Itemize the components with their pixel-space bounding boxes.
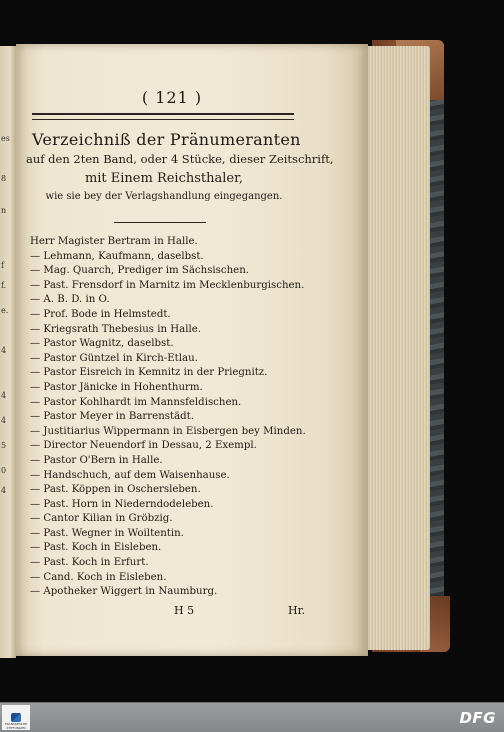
left-page-fragment: e.	[1, 306, 9, 315]
page-number: ( 121 )	[141, 88, 203, 107]
left-page-fragment: f.	[1, 281, 7, 290]
list-item: — Director Neuendorf in Dessau, 2 Exempl.	[30, 440, 257, 452]
list-item: — Pastor Jänicke in Hohenthurm.	[30, 381, 203, 393]
left-page-fragment: 5	[1, 441, 7, 450]
institution-logo[interactable]	[2, 705, 30, 730]
list-item: — Prof. Bode in Helmstedt.	[30, 308, 171, 320]
list-item: — Cantor Kilian in Gröbzig.	[30, 513, 173, 525]
signature-mark: H 5	[174, 604, 195, 617]
list-item: — Past. Frensdorf in Marnitz im Mecklenburgischen.	[30, 279, 305, 291]
viewer-toolbar	[0, 702, 504, 732]
left-page-fragment: f	[1, 261, 4, 270]
catchword: Hr.	[288, 604, 306, 617]
list-item: — Kriegsrath Thebesius in Halle.	[30, 323, 202, 335]
list-item: — Past. Koch in Eisleben.	[30, 542, 162, 554]
list-item: — Apotheker Wiggert in Naumburg.	[30, 586, 218, 598]
section-rule	[114, 222, 206, 223]
list-item: — A. B. D. in O.	[30, 294, 110, 306]
left-page-fragment: es	[1, 134, 10, 143]
left-page-fragment: 4	[1, 486, 7, 495]
subtitle-line-2: mit Einem Reichsthaler,	[84, 171, 244, 186]
list-item: — Pastor Eisreich in Kemnitz in der Priegnitz.	[30, 367, 268, 379]
left-page-fragment: n	[1, 206, 7, 215]
list-item: — Pastor Wagnitz, daselbst.	[30, 338, 174, 350]
left-page-edge	[0, 46, 16, 658]
subscriber-list	[30, 235, 320, 600]
list-item: — Pastor O'Bern in Halle.	[30, 454, 163, 466]
list-item: — Lehmann, Kaufmann, daselbst.	[30, 250, 204, 262]
list-item: — Past. Wegner in Woiltentin.	[30, 527, 184, 539]
list-item: — Past. Koch in Erfurt.	[30, 557, 149, 569]
left-page-fragment: 4	[1, 346, 7, 355]
left-page-fragment: 8	[1, 174, 7, 183]
subtitle-line-1: auf den 2ten Band, oder 4 Stücke, dieser Zeitschrift,	[26, 152, 334, 166]
dfg-logo[interactable]: DFG	[459, 709, 496, 727]
list-item: — Pastor Güntzel in Kirch-Etlau.	[30, 352, 198, 364]
list-item: — Past. Horn in Niederndodeleben.	[30, 498, 214, 510]
list-item: — Cand. Koch in Eisleben.	[30, 571, 167, 583]
list-item: — Mag. Quarch, Prediger im Sächsischen.	[30, 265, 250, 277]
list-item: — Justitiarius Wippermann in Eisbergen bey Minden.	[30, 425, 306, 437]
page-edges	[362, 46, 430, 650]
left-page-fragment: 4	[1, 391, 7, 400]
list-item: Herr Magister Bertram in Halle.	[30, 236, 198, 247]
header-rule	[32, 113, 294, 120]
list-item: — Pastor Meyer in Barrenstädt.	[30, 411, 195, 423]
left-page-fragment: 0	[1, 466, 7, 475]
list-item: — Pastor Kohlhardt im Mannsfeldischen.	[30, 396, 242, 408]
book-page	[16, 44, 368, 656]
list-item: — Past. Köppen in Oschersleben.	[30, 484, 201, 496]
page-title: Verzeichniß der Pränumeranten	[32, 130, 301, 149]
franckesche-logo-icon	[11, 713, 21, 722]
left-page-fragment: 4	[1, 416, 7, 425]
institution-logo-text: FRANCKESCHE STIFTUNGEN	[4, 722, 28, 730]
list-item: — Handschuch, auf dem Waisenhause.	[30, 469, 230, 481]
subtitle-line-3: wie sie bey der Verlagshandlung eingegangen.	[45, 191, 283, 202]
